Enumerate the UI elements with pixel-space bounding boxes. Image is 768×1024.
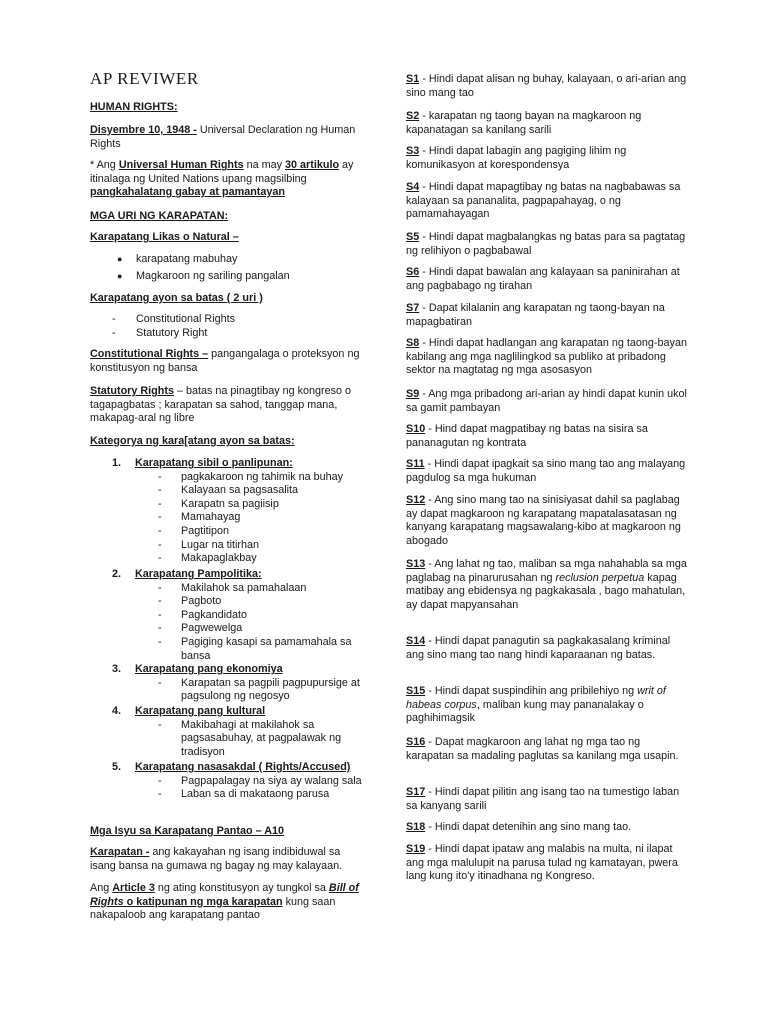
- section-s18: [406, 821, 688, 835]
- dash-marker: -: [158, 676, 162, 689]
- section-text: , maliban kung may pananalakay o paghihimagsik: [406, 698, 644, 725]
- category-4: [90, 705, 365, 759]
- list-item-text: Pagiging kasapi sa pamamahala sa bansa: [181, 635, 352, 662]
- uhr-bold-1: Universal Human Rights: [118, 159, 244, 171]
- section-text: - Hindi dapat pilitin ang isang tao na tumestigo laban sa kanyang sarili: [406, 786, 680, 812]
- dash-marker: -: [158, 538, 162, 551]
- list-item-text: Kalayaan sa pagsasalita: [181, 484, 299, 497]
- section-label: S9: [406, 388, 420, 400]
- statutory-text: – batas na pinagtibay ng kongreso o tagapagbatas ; karapatan sa sahod, tanggap mana, makapag-aral ng libre: [90, 385, 352, 425]
- dash-marker: -: [158, 635, 162, 648]
- karapatan-text: ang kakayahan ng isang indibiduwal sa isang bansa na gumawa ng bagay ng may kalayaan.: [90, 846, 343, 872]
- section-text: - Dapat kilalanin ang karapatan ng taong-bayan na mapagbatiran: [406, 302, 665, 328]
- list-item-text: Pagwewelga: [181, 622, 243, 635]
- bullet-icon: ●: [117, 254, 123, 264]
- list-item: [90, 719, 365, 760]
- section-s14: [406, 635, 688, 662]
- category-number: 4.: [112, 705, 122, 717]
- udhr-date: Disyembre 10, 1948 -: [90, 124, 197, 136]
- list-item: [90, 313, 365, 327]
- section-text: - Hindi dapat ipataw ang malabis na multa, ni ilapat ang mga malulupit na parusa tulad ng kamatayan, pwera lang kung ito'y itinadhana ng Kongreso.: [406, 843, 678, 883]
- list-item-text: Makilahok sa pamahalaan: [181, 581, 307, 594]
- dash-marker: -: [158, 774, 162, 787]
- section-s13: [406, 558, 688, 612]
- ayon-heading: Karapatang ayon sa batas ( 2 uri ): [90, 292, 263, 304]
- constitutional-text: pangangalaga o proteksyon ng konstitusyon ng bansa: [90, 348, 360, 374]
- dash-marker: -: [112, 313, 116, 325]
- section-label: S15: [406, 685, 426, 697]
- section-label: S11: [406, 458, 425, 470]
- section-text: - Hind dapat magpatibay ng batas na sisira sa pananagutan ng kontrata: [406, 423, 648, 449]
- human-rights-heading: HUMAN RIGHTS:: [90, 101, 178, 113]
- section-text: - Hindi dapat detenihin ang sino mang tao.: [425, 821, 632, 833]
- section-label: S4: [406, 181, 420, 193]
- likas-heading: Karapatang Likas o Natural –: [90, 231, 239, 243]
- category-1: [90, 457, 365, 566]
- karapatan-label: Karapatan -: [90, 846, 150, 858]
- list-item: [90, 471, 365, 485]
- section-s16: [406, 736, 688, 763]
- list-item: [90, 525, 365, 539]
- section-text: - Hindi dapat alisan ng buhay, kalayaan, o ari-arian ang sino mang tao: [406, 73, 687, 99]
- section-label: S17: [406, 786, 426, 798]
- uhr-text-3: ay itinalaga ng United Nations upang magsilbing: [90, 159, 354, 185]
- section-text: - Hindi dapat mapagtibay ng batas na nagbabawas sa kalayaan sa pananalita, pagpapahayag, o ng pamamahayagan: [406, 181, 681, 221]
- list-item-text: Makapaglakbay: [181, 552, 257, 565]
- list-item: [90, 539, 365, 553]
- list-item-text: Karapatn sa pagiisip: [181, 497, 279, 510]
- dash-marker: -: [158, 718, 162, 731]
- constitutional-paragraph: [90, 348, 365, 375]
- dash-marker: -: [158, 470, 162, 483]
- article-bold-2: o katipunan ng mga karapatan: [123, 895, 283, 908]
- list-item: [90, 609, 365, 623]
- section-s17: [406, 786, 688, 813]
- uhr-paragraph: [90, 159, 365, 200]
- list-item-text: karapatang mabuhay: [136, 253, 238, 265]
- section-label: S13: [406, 558, 426, 570]
- category-heading: Karapatang pang ekonomiya: [135, 663, 283, 675]
- article-text-3: kung saan nakapaloob ang karapatang pantao: [90, 895, 336, 922]
- dash-marker: -: [158, 608, 162, 621]
- article-text-2: ng ating konstitusyon ay tungkol sa: [154, 882, 329, 894]
- list-item-text: pagkakaroon ng tahimik na buhay: [181, 470, 344, 483]
- section-label: S6: [406, 266, 420, 278]
- kategorya-heading: Kategorya ng kara[atang ayon sa batas:: [90, 435, 295, 447]
- list-item-text: Statutory Right: [136, 327, 208, 339]
- section-label: S14: [406, 635, 426, 647]
- section-italic-text: writ of habeas corpus: [406, 685, 666, 711]
- dash-marker: -: [158, 622, 162, 635]
- uhr-bold-3: pangkahalatang gabay at pamantayan: [90, 186, 286, 199]
- dash-marker: -: [158, 788, 162, 801]
- dash-marker: -: [158, 511, 162, 524]
- dash-marker: -: [158, 595, 162, 608]
- section-s1: [406, 73, 688, 100]
- section-label: S7: [406, 302, 420, 314]
- section-text: - karapatan ng taong bayan na magkaroon ng kapanatagan sa kanilang sarili: [406, 110, 642, 136]
- list-item: [90, 595, 365, 609]
- article-italic: Bill of Rights: [90, 882, 359, 908]
- statutory-label: Statutory Rights: [90, 385, 174, 397]
- list-item-text: Lugar na titirhan: [181, 538, 260, 551]
- list-item-text: Mamahayag: [181, 511, 241, 524]
- section-s2: [406, 110, 688, 137]
- section-text: - Hindi dapat ipagkait sa sino mang tao ang malayang pagdulog sa mga hukuman: [406, 458, 686, 484]
- list-item-text: Karapatan sa pagpili pagpupursige at pagsulong ng negosyo: [181, 676, 360, 703]
- isyu-heading: Mga Isyu sa Karapatang Pantao – A10: [90, 825, 285, 837]
- category-heading: Karapatang nasasakdal ( Rights/Accused): [135, 761, 351, 773]
- section-s3: [406, 145, 688, 172]
- dash-marker: -: [158, 484, 162, 497]
- section-text: kapag matibay ang ebidensya ng pagkakasala , bago mahatulan, ay dapat mapyansahan: [406, 571, 686, 611]
- article-text-1: Ang: [90, 882, 113, 894]
- section-s19: [406, 843, 688, 884]
- list-item: [90, 511, 365, 525]
- list-item-text: Pagboto: [181, 595, 222, 608]
- section-s8: [406, 337, 688, 378]
- karapatan-paragraph: [90, 846, 365, 873]
- section-italic-text: reclusion perpetua: [555, 571, 645, 584]
- section-label: S19: [406, 843, 426, 855]
- category-number: 2.: [112, 568, 122, 580]
- list-item: [90, 582, 365, 596]
- statutory-paragraph: [90, 385, 365, 426]
- section-label: S12: [406, 494, 426, 506]
- section-s4: [406, 181, 688, 222]
- category-number: 5.: [112, 761, 122, 773]
- dash-marker: -: [158, 552, 162, 565]
- uhr-text-1: * Ang: [90, 159, 119, 171]
- article-paragraph: [90, 882, 365, 923]
- section-text: - Hindi dapat labagin ang pagiging lihim ng komunikasyon at korespondensya: [406, 145, 627, 171]
- category-number: 3.: [112, 663, 122, 675]
- list-item: [90, 636, 365, 663]
- section-text: - Ang mga pribadong ari-arian ay hindi dapat kunin ukol sa gamit pambayan: [406, 388, 687, 414]
- section-text: - Dapat magkaroon ang lahat ng mga tao ng karapatan sa madaling paglutas sa kanilang mga usapin.: [406, 736, 679, 762]
- list-item: [90, 484, 365, 498]
- section-text: - Hindi dapat suspindihin ang pribilehiyo ng: [425, 685, 638, 697]
- section-label: S18: [406, 821, 426, 833]
- section-text: - Ang sino mang tao na sinisiyasat dahil sa paglabag ay dapat magkaroon ng karapatang mapatalasatasan ng kanyang karapatang magsawalang-kibo at magkaroon ng abogado: [406, 494, 681, 547]
- category-2: [90, 568, 365, 663]
- list-item: [90, 775, 365, 789]
- category-heading: Karapatang Pampolitika:: [135, 568, 262, 580]
- section-text: - Ang lahat ng tao, maliban sa mga nahahabla sa mga paglabag na pinarurusahan ng: [406, 558, 687, 584]
- list-item: [90, 622, 365, 636]
- section-s9: [406, 388, 688, 415]
- section-label: S8: [406, 337, 420, 349]
- section-s7: [406, 302, 688, 329]
- section-text: - Hindi dapat bawalan ang kalayaan sa paninirahan at ang pagbabago ng tirahan: [406, 266, 680, 292]
- section-s12: [406, 494, 688, 548]
- category-heading: Karapatang pang kultural: [135, 705, 266, 717]
- list-item: [90, 498, 365, 512]
- udhr-text: Universal Declaration ng Human Rights: [90, 124, 356, 150]
- ayon-list: [90, 313, 365, 341]
- list-item: [90, 677, 365, 704]
- dash-marker: -: [112, 327, 116, 339]
- udhr-paragraph: [90, 124, 365, 151]
- dash-marker: -: [158, 581, 162, 594]
- list-item-text: Magkaroon ng sariling pangalan: [136, 270, 290, 282]
- section-label: S5: [406, 231, 420, 243]
- section-s15: [406, 685, 688, 726]
- list-item: [90, 552, 365, 566]
- list-item: [90, 327, 365, 341]
- section-label: S3: [406, 145, 420, 157]
- constitutional-label: Constitutional Rights –: [90, 348, 209, 360]
- section-text: - Hindi dapat panagutin sa pagkakasalang kriminal ang sino mang tao nang hindi kaparaanan ng batas.: [406, 635, 671, 661]
- section-label: S1: [406, 73, 420, 85]
- category-heading: Karapatang sibil o panlipunan:: [135, 457, 293, 469]
- section-s10: [406, 423, 688, 450]
- uri-heading: MGA URI NG KARAPATAN:: [90, 210, 229, 222]
- uhr-text-2: na may: [243, 159, 286, 171]
- list-item-text: Pagpapalagay na siya ay walang sala: [181, 774, 362, 787]
- dash-marker: -: [158, 497, 162, 510]
- category-3: [90, 663, 365, 704]
- section-label: S10: [406, 423, 426, 435]
- category-number: 1.: [112, 457, 122, 469]
- section-s6: [406, 266, 688, 293]
- section-text: - Hindi dapat magbalangkas ng batas para sa pagtatag ng relihiyon o pagbabawal: [406, 231, 686, 257]
- uhr-bold-2: 30 artikulo: [285, 159, 340, 171]
- section-s5: [406, 231, 688, 258]
- list-item-text: Pagtitipon: [181, 524, 230, 537]
- category-5: [90, 761, 365, 802]
- list-item: [90, 788, 365, 802]
- article-bold-1: Article 3: [112, 882, 155, 894]
- list-item: [90, 270, 365, 287]
- likas-list: [90, 253, 365, 287]
- list-item-text: Pagkandidato: [181, 608, 248, 621]
- section-text: - Hindi dapat hadlangan ang karapatan ng taong-bayan kabilang ang mga naglilingkod sa publiko at pribadong sektor na magtatag ng mga asosasyon: [406, 337, 687, 377]
- list-item-text: Makibahagi at makilahok sa pagsasabuhay, at pagpalawak ng tradisyon: [181, 718, 342, 758]
- section-label: S16: [406, 736, 426, 748]
- document-title: AP REVIWER: [90, 69, 199, 88]
- dash-marker: -: [158, 524, 162, 537]
- section-label: S2: [406, 110, 420, 122]
- list-item: [90, 253, 365, 270]
- bullet-icon: ●: [117, 271, 123, 281]
- list-item-text: Constitutional Rights: [136, 313, 236, 325]
- list-item-text: Laban sa di makataong parusa: [181, 788, 330, 801]
- section-s11: [406, 458, 688, 485]
